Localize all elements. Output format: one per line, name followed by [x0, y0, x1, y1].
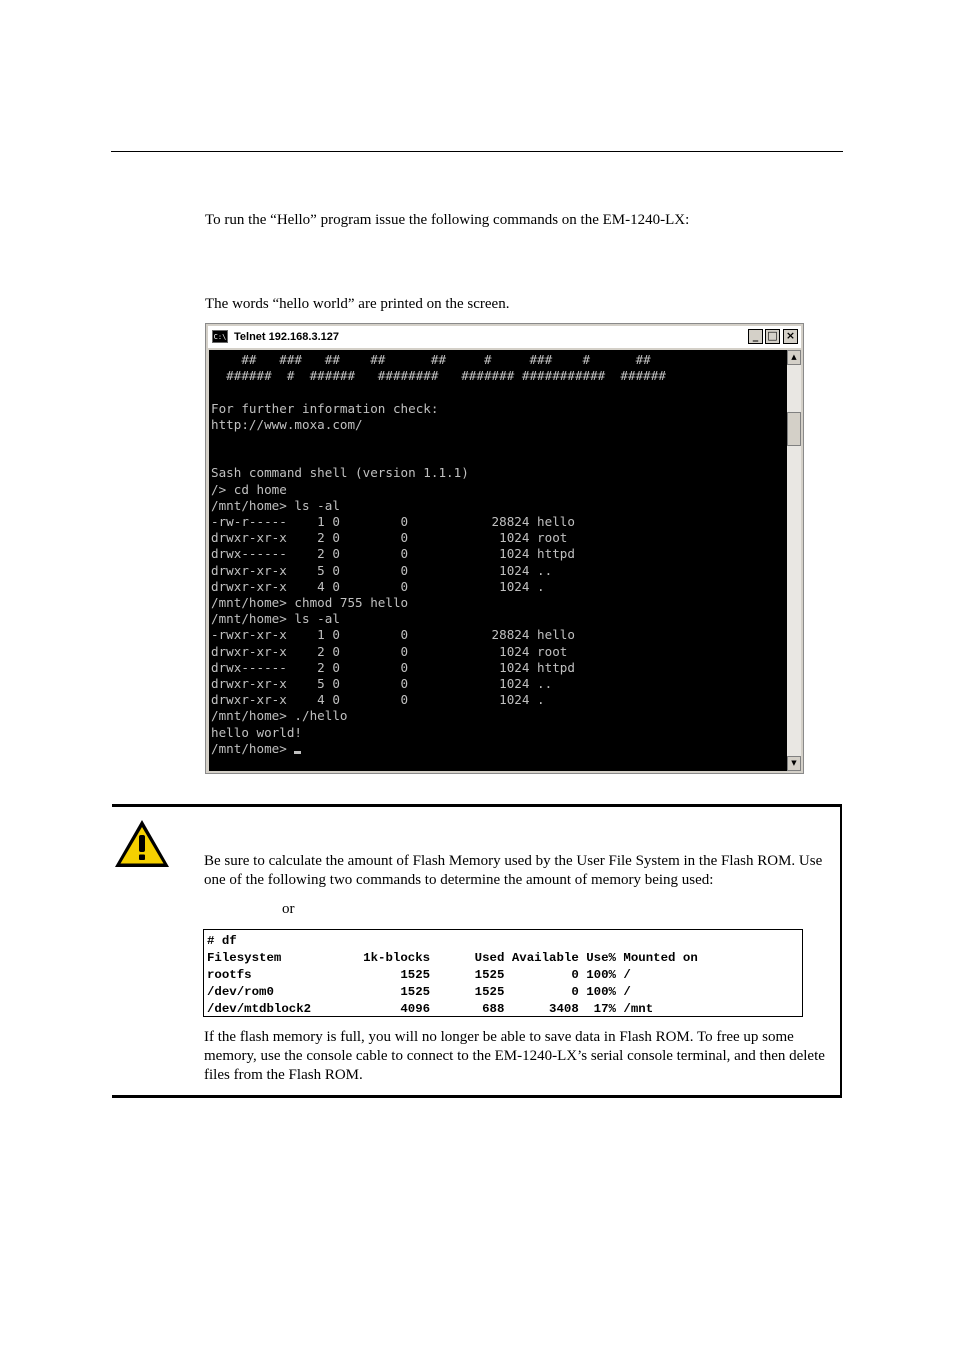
or-text: or [282, 901, 295, 917]
terminal-output[interactable] [209, 350, 787, 771]
console-icon: C:\ [212, 330, 228, 343]
close-button[interactable]: × [783, 329, 798, 344]
telnet-window[interactable] [205, 323, 804, 774]
window-title: Telnet 192.168.3.127 [234, 331, 339, 343]
maximize-button[interactable]: □ [765, 329, 780, 344]
scroll-down-button[interactable]: ▼ [787, 756, 801, 771]
df-output-box [203, 929, 803, 1017]
warning-triangle-icon [113, 818, 171, 870]
vertical-scrollbar[interactable] [787, 350, 801, 771]
text-cursor [294, 751, 301, 754]
terminal-text: ## ### ## ## ## # ### # ## ###### # ###### ######## ####### ########### ###### For further information check: http://www.moxa.com/ Sash command shell (version 1.1.1) /> cd home /mnt/home> ls -al -rw-r----- 1 0 0 28824 hello drwxr-xr-x 2 0 0 1024 root drwx------ 2 0 0 1024 httpd drwxr-xr-x 5 0 0 1024 .. drwxr-xr-x 4 0 0 1024 . /mnt/home> chmod 755 hello /mnt/home> ls -al -rwxr-xr-x 1 0 0 28824 hello drwxr-xr-x 2 0 0 1024 root drwx------ 2 0 0 1024 httpd drwxr-xr-x 5 0 0 1024 .. drwxr-xr-x 4 0 0 1024 . /mnt/home> ./hello hello world! /mnt/home> [211, 352, 666, 756]
df-output: # df Filesystem 1k-blocks Used Available Use% Mounted on rootfs 1525 1525 0 100% / /dev/rom0 1525 1525 0 100% / /dev/mtdblock2 4096 688 3408 17% /mnt [207, 934, 698, 1016]
result-paragraph: The words “hello world” are printed on the screen. [205, 296, 510, 312]
scroll-thumb[interactable] [787, 412, 801, 446]
attention-paragraph-2: If the flash memory is full, you will no longer be able to save data in Flash ROM. To free up some memory, use the console cable to connect to the EM-1240-LX’s serial console terminal, and then delete files from the Flash ROM. [204, 1029, 825, 1083]
attention-paragraph-1: Be sure to calculate the amount of Flash Memory used by the User File System in the Flash ROM. Use one of the following two commands to determine the amount of memory being used: [204, 853, 823, 888]
header-rule [111, 151, 843, 152]
intro-paragraph: To run the “Hello” program issue the following commands on the EM-1240-LX: [205, 212, 690, 228]
scroll-up-button[interactable]: ▲ [787, 350, 801, 365]
telnet-titlebar[interactable] [208, 326, 801, 348]
minimize-button[interactable]: _ [748, 329, 763, 344]
